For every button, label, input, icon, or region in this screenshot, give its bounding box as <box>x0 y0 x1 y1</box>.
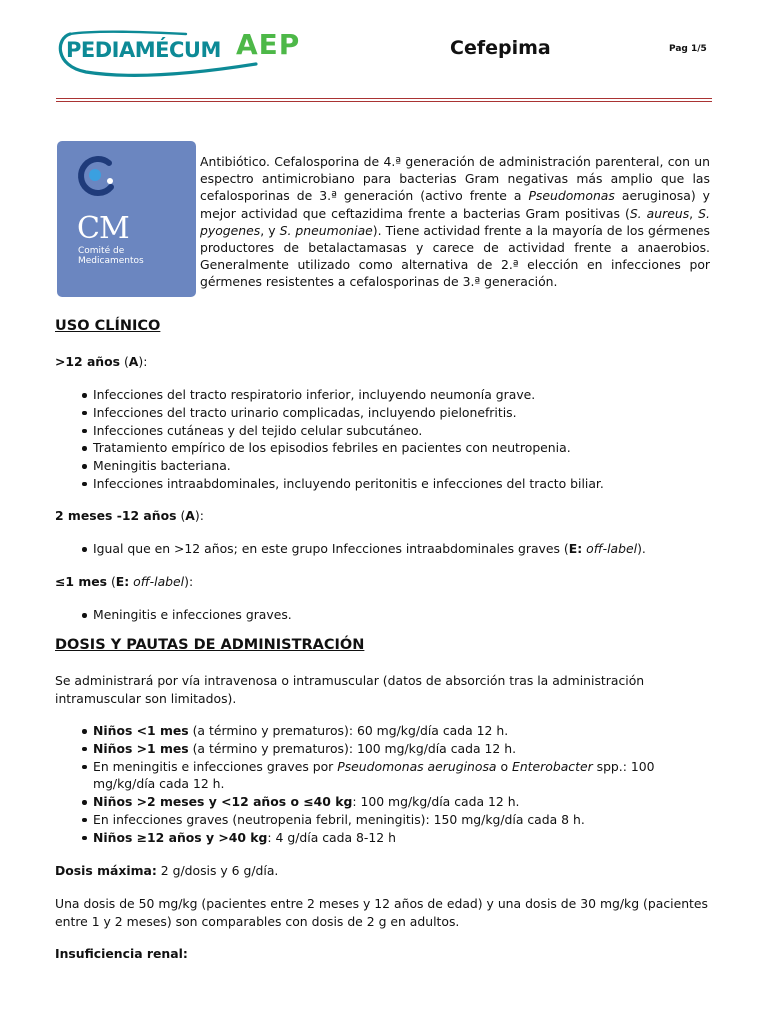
age-group-label: >12 años <box>55 354 121 369</box>
section-heading-uso: USO CLÍNICO <box>55 318 161 334</box>
intro-text: Antibiótico. Cefalosporina de 4.ª generación de administración parenteral, con un espectro antimicrobiano para bacterias Gram negativas más amplio que las cefalosporinas de 3.ª generación (activo frente a <box>200 154 710 204</box>
age-group-label: ≤1 mes <box>55 574 108 589</box>
max-dose <box>55 862 715 880</box>
list-item <box>55 829 715 847</box>
list-item <box>55 758 715 794</box>
renal-label: Insuficiencia renal: <box>55 946 188 961</box>
evidence-code: A <box>185 508 195 523</box>
intro-text: aeruginosa) y mejor actividad que ceftazidima frente a bacterias Gram positivas ( <box>200 188 710 221</box>
dose-text: En meningitis e infecciones graves por <box>93 758 338 774</box>
dose-text: : 4 g/día cada 8-12 h <box>267 829 396 845</box>
evidence-code: E: <box>115 574 130 589</box>
intro-italic: S. pneumoniae <box>279 222 373 238</box>
evidence-code: A <box>128 354 139 369</box>
intro-paragraph <box>200 153 710 291</box>
comite-medicamentos-logo <box>57 141 196 297</box>
organism-name: Enterobacter <box>511 758 593 774</box>
dose-text: (a término y prematuros): 100 mg/kg/día cada 12 h. <box>188 740 517 756</box>
list-item <box>55 722 715 740</box>
intro-italic: Pseudomonas <box>528 188 615 204</box>
dose-group: Niños <1 mes <box>93 723 189 738</box>
header-rule-bottom <box>56 101 712 102</box>
dose-group: Niños >2 meses y <12 años o ≤40 kg <box>93 794 353 810</box>
page-number: Pag 1/5 <box>669 44 707 54</box>
indication-list <box>55 386 715 493</box>
dose-text: (a término y prematuros): 60 mg/kg/día cada 12 h. <box>188 723 509 738</box>
list-item: Meningitis bacteriana. <box>55 457 715 475</box>
logo-wordmark: PEDIAMÉCUM <box>66 38 221 62</box>
dose-group: Niños >1 mes <box>93 740 189 756</box>
section-heading-dosis: DOSIS Y PAUTAS DE ADMINISTRACIÓN <box>55 637 365 653</box>
intro-text: , <box>689 205 699 221</box>
list-item: Meningitis e infecciones graves. <box>55 606 715 624</box>
cm-subtitle <box>78 246 144 266</box>
dose-group: Niños ≥12 años y >40 kg <box>93 829 268 845</box>
list-item <box>55 540 715 558</box>
paren: ( <box>120 354 129 369</box>
renal-heading <box>55 945 715 963</box>
item-text: Igual que en >12 años; en este grupo Infecciones intraabdominales graves ( <box>93 541 569 556</box>
intro-italic: S. pyogenes <box>200 205 710 238</box>
page-title: Cefepima <box>450 37 551 59</box>
paren: ): <box>194 508 204 523</box>
cm-sub-line2: Medicamentos <box>78 256 144 266</box>
off-label-text: off-label <box>582 541 638 556</box>
list-item: En infecciones graves (neutropenia febril, meningitis): 150 mg/kg/día cada 8 h. <box>55 811 715 829</box>
off-label-text: off-label <box>129 574 185 589</box>
dose-text: o <box>496 758 512 774</box>
list-item <box>55 740 715 758</box>
age-group-label: 2 meses -12 años <box>55 508 177 523</box>
pediamecum-logo <box>56 28 300 78</box>
list-item: Infecciones cutáneas y del tejido celular subcutáneo. <box>55 422 715 440</box>
intro-italic: S. aureus <box>629 205 690 221</box>
dosis-intro: Se administrará por vía intravenosa o intramuscular (datos de absorción tras la administración intramuscular son limitados). <box>55 673 645 706</box>
paren: ( <box>107 574 116 589</box>
age-group-heading <box>55 507 715 525</box>
logo-aep: AEP <box>236 28 301 61</box>
age-group-heading <box>55 353 715 371</box>
dose-text: : 100 mg/kg/día cada 12 h. <box>352 794 520 810</box>
item-text: ). <box>637 541 646 556</box>
max-dose-text: 2 g/dosis y 6 g/día. <box>156 863 279 878</box>
paren: ): <box>184 574 194 589</box>
intro-text: ). Tiene actividad frente a la mayoría de los gérmenes productores de betalactamasas y carece de actividad frente a anaerobios. Generalmente utilizado como alternativa de 2.ª elección en infecciones por gérmenes resistentes a cefalosporinas de 3.ª generación. <box>200 222 710 290</box>
indication-list <box>55 540 715 558</box>
list-item: Tratamiento empírico de los episodios febriles en pacientes con neutropenia. <box>55 439 715 457</box>
dose-list <box>55 722 715 847</box>
paren: ): <box>138 354 148 369</box>
dose-text: spp.: 100 mg/kg/día cada 12 h. <box>93 758 655 792</box>
cm-sub-line1: Comité de <box>78 246 125 256</box>
max-dose-label: Dosis máxima: <box>55 863 157 878</box>
intro-text: , y <box>260 222 280 238</box>
dose-comparison: Una dosis de 50 mg/kg (pacientes entre 2 meses y 12 años de edad) y una dosis de 30 mg/kg (pacientes entre 1 y 2 meses) son comparables con dosis de 2 g en adultos. <box>55 896 708 929</box>
indication-list <box>55 606 715 624</box>
paren: ( <box>176 508 186 523</box>
list-item: Infecciones del tracto urinario complicadas, incluyendo pielonefritis. <box>55 404 715 422</box>
organism-name: Pseudomonas aeruginosa <box>337 758 497 774</box>
list-item <box>55 793 715 811</box>
evidence-code: E: <box>568 541 583 556</box>
cm-letters: CM <box>77 211 129 246</box>
list-item: Infecciones intraabdominales, incluyendo peritonitis e infecciones del tracto biliar. <box>55 475 715 493</box>
list-item: Infecciones del tracto respiratorio inferior, incluyendo neumonía grave. <box>55 386 715 404</box>
age-group-heading <box>55 573 715 591</box>
header-rule-top <box>56 98 712 99</box>
